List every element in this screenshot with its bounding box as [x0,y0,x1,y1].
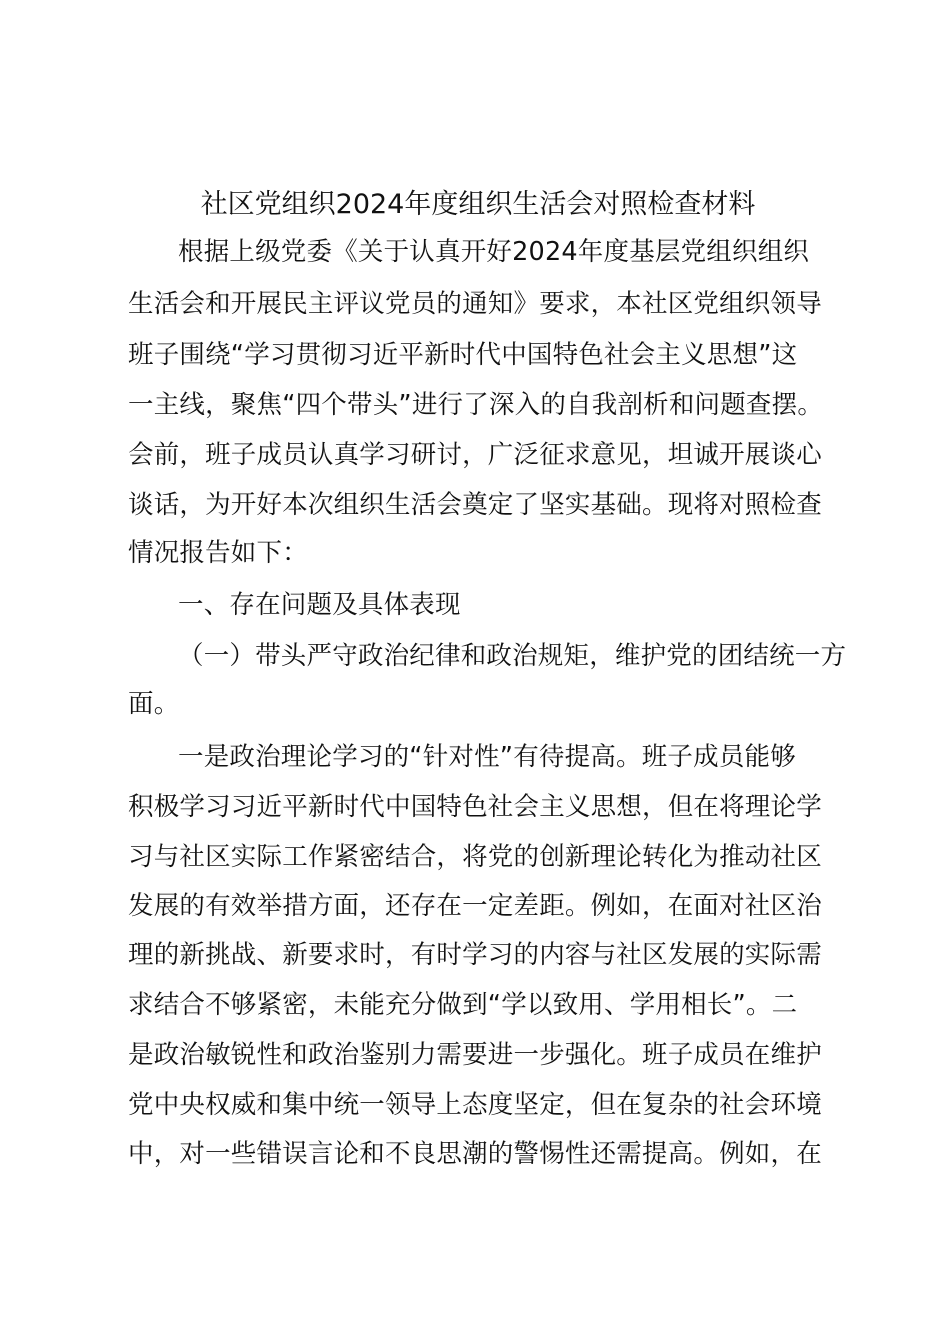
subsection-heading: （一）带头严守政治纪律和政治规矩，维护党的团结统一方 [178,641,847,671]
paragraph-line: 一主线，聚焦“四个带头”进行了深入的自我剖析和问题查摆。 [128,390,824,420]
document-title: 社区党组织2024年度组织生活会对照检查材料 [200,189,756,220]
paragraph-line: 习与社区实际工作紧密结合，将党的创新理论转化为推动社区 [128,842,822,872]
paragraph-line: 会前，班子成员认真学习研讨，广泛征求意见，坦诚开展谈心 [128,440,822,470]
paragraph-line: 积极学习习近平新时代中国特色社会主义思想，但在将理论学 [128,792,822,822]
paragraph-line: 党中央权威和集中统一领导上态度坚定，但在复杂的社会环境 [128,1090,822,1120]
paragraph-line: 根据上级党委《关于认真开好2024年度基层党组织组织 [178,237,810,267]
paragraph-line: 班子围绕“学习贯彻习近平新时代中国特色社会主义思想”这 [128,340,798,370]
paragraph-line: 一是政治理论学习的“针对性”有待提高。班子成员能够 [178,742,796,772]
paragraph-line: 中，对一些错误言论和不良思潮的警惕性还需提高。例如，在 [128,1139,822,1169]
paragraph-line: 理的新挑战、新要求时，有时学习的内容与社区发展的实际需 [128,940,822,970]
paragraph-line: 谈话，为开好本次组织生活会奠定了坚实基础。现将对照检查 [128,490,822,520]
section-heading: 一、存在问题及具体表现 [178,590,461,620]
paragraph-line: 发展的有效举措方面，还存在一定差距。例如，在面对社区治 [128,891,822,921]
paragraph-line: 是政治敏锐性和政治鉴别力需要进一步强化。班子成员在维护 [128,1040,822,1070]
paragraph-line: 求结合不够紧密，未能充分做到“学以致用、学用相长”。二 [128,990,798,1020]
paragraph-line: 生活会和开展民主评议党员的通知》要求，本社区党组织领导 [128,289,822,319]
paragraph-line: 情况报告如下： [128,538,308,568]
subsection-heading-continued: 面。 [128,689,180,719]
